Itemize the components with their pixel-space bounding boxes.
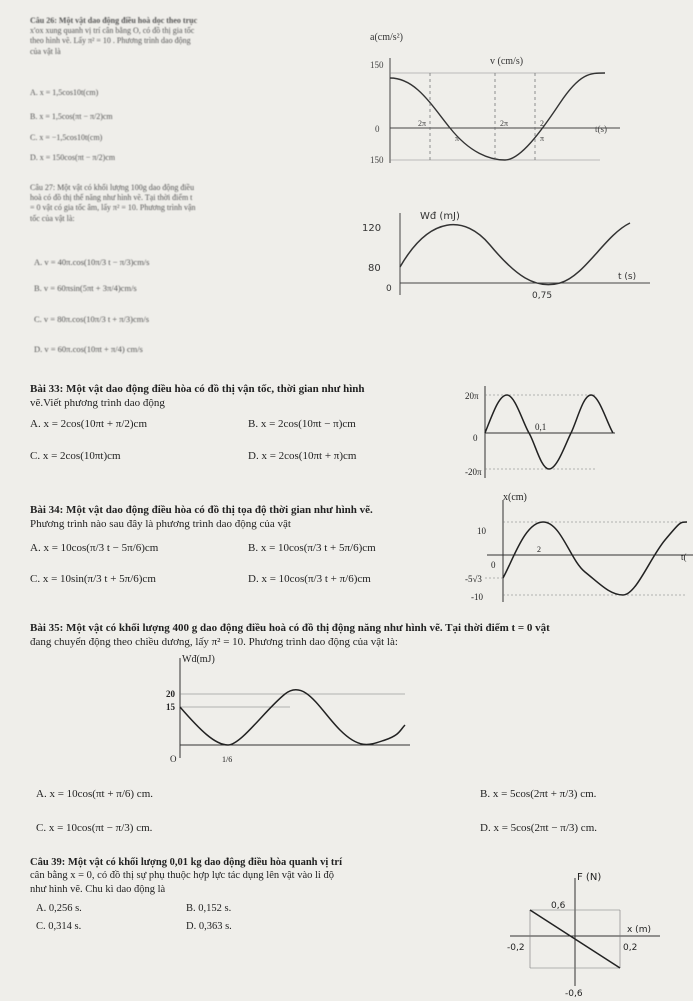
q39-line1 xyxy=(30,856,342,869)
q34-xend: t( xyxy=(681,552,687,562)
q39-xleft: -0,2 xyxy=(507,943,525,953)
q34-graph xyxy=(465,490,693,605)
q33-option-b: B. x = 2cos(10πt − π)cm xyxy=(248,418,356,430)
q33-line2: vẽ.Viết phương trình dao động xyxy=(30,397,165,410)
q26-option-c: C. x = −1,5cos10t(cm) xyxy=(30,133,103,142)
q26-graph xyxy=(330,28,630,173)
q33-line1 xyxy=(30,382,365,396)
q39-graph xyxy=(505,868,665,1000)
q35-curve xyxy=(180,690,405,745)
q27-xtick: 0,75 xyxy=(532,291,553,301)
q27-y1: 120 xyxy=(362,223,382,234)
q33-graph xyxy=(465,383,615,483)
q34-ybottom: -10 xyxy=(471,592,483,602)
q26-tick-2: π xyxy=(455,134,460,143)
q35-y2: 15 xyxy=(166,702,175,712)
q27-option-b: B. v = 60πsin(5πt + 3π/4)cm/s xyxy=(34,283,137,293)
q33-option-c: C. x = 2cos(10πt)cm xyxy=(30,450,121,462)
q27-line1: Câu 27: Một vật có khối lượng 100g dao động điều xyxy=(30,183,195,192)
q35-line1: Bài 35: Một vật có khối lượng 400 g dao động điều hoà có đồ thị động năng như hình vẽ. Tại thời điểm t = 0 vật xyxy=(30,622,550,634)
q27-line2: hoà có đồ thị thế năng như hình vẽ. Tại thời điểm t xyxy=(30,193,193,203)
q34-line2: Phương trình nào sau đây là phương trình dao động của vật xyxy=(30,518,291,531)
q34-line1: Bài 34: Một vật dao động điều hòa có đồ thị tọa độ thời gian như hình vẽ. xyxy=(30,504,373,516)
q26-title: Câu 26: Một vật dao động điều hoà dọc theo trục xyxy=(30,16,198,25)
q35-line2: đang chuyển động theo chiều dương, lấy π² = 10. Phương trình dao động của vật là: xyxy=(30,636,398,649)
q35-option-d: D. x = 5cos(2πt − π/3) cm. xyxy=(480,822,597,834)
q26-line4: của vật là xyxy=(30,46,61,56)
q27-option-a: A. v = 40π.cos(10π/3 t − π/3)cm/s xyxy=(34,257,150,267)
q26-option-a: A. x = 1,5cos10t(cm) xyxy=(30,88,99,97)
q34-xtick: 2 xyxy=(537,545,541,554)
q27-curve xyxy=(400,223,630,285)
q39-xright: 0,2 xyxy=(623,943,638,953)
q26-tick-4: 2 xyxy=(540,119,544,128)
q27-option-d: D. v = 60π.cos(10πt + π/4) cm/s xyxy=(34,344,143,354)
q34-ytop: 10 xyxy=(477,526,486,536)
q35-option-b: B. x = 5cos(2πt + π/3) cm. xyxy=(480,788,597,800)
q26-curve xyxy=(390,73,605,160)
q27-line4: tốc của vật là: xyxy=(30,213,75,223)
q39-line3: như hình vẽ. Chu kì dao động là xyxy=(30,883,166,895)
q34-option-c: C. x = 10sin(π/3 t + 5π/6)cm xyxy=(30,573,156,585)
q33-option-a: A. x = 2cos(10πt + π/2)cm xyxy=(30,418,147,430)
q33-curve xyxy=(485,395,613,469)
q35-option-a: A. x = 10cos(πt + π/6) cm. xyxy=(36,788,153,800)
q33-line1-text: Bài 33: Một vật dao động điều hòa có đồ thị vận tốc, thời gian như hình xyxy=(30,383,365,395)
q26-ytop: 150 xyxy=(370,60,384,70)
question-26 xyxy=(30,16,197,57)
q27-option-c: C. v = 80π.cos(10π/3 t + π/3)cm/s xyxy=(34,314,150,324)
q39-option-d: D. 0,363 s. xyxy=(186,921,232,932)
q34-option-b: B. x = 10cos(π/3 t + 5π/6)cm xyxy=(248,542,376,554)
question-27 xyxy=(30,183,196,224)
q26-option-b: B. x = 1,5cos(πt − π/2)cm xyxy=(30,112,113,121)
q34-ymid: -5√3 xyxy=(465,574,482,584)
q27-y2: 80 xyxy=(368,263,381,274)
question-34 xyxy=(30,503,373,531)
q26-line3: theo hình vẽ. Lấy π² = 10 . Phương trình dao động xyxy=(30,36,191,46)
q34-curve xyxy=(503,522,687,595)
q33-ytop: 20π xyxy=(465,391,479,401)
question-35 xyxy=(30,621,550,649)
q27-graph xyxy=(360,205,660,310)
q39-ybottom: -0,6 xyxy=(565,989,583,999)
q39-option-a: A. 0,256 s. xyxy=(36,903,82,914)
q34-origin: 0 xyxy=(491,560,496,570)
q35-y1: 20 xyxy=(166,689,175,699)
question-33 xyxy=(30,382,365,410)
q35-origin: O xyxy=(170,754,177,764)
question-39 xyxy=(30,856,342,896)
q26-tick-5: π xyxy=(540,134,545,143)
q33-option-d: D. x = 2cos(10πt + π)cm xyxy=(248,450,357,462)
q34-ylabel: x(cm) xyxy=(503,492,527,503)
q35-option-c: C. x = 10cos(πt − π/3) cm. xyxy=(36,822,153,834)
q39-line2: cân bằng x = 0, có đồ thị sự phụ thuộc hợp lực tác dụng lên vật vào li độ xyxy=(30,870,334,882)
q39-option-b: B. 0,152 s. xyxy=(186,903,232,914)
q27-xlabel: t (s) xyxy=(618,272,637,282)
q39-ylabel: F (N) xyxy=(577,872,602,883)
q35-ylabel: Wđ(mJ) xyxy=(182,654,215,665)
q27-graph-ylabel: Wđ (mJ) xyxy=(420,211,460,222)
q26-graph-ylabel: v (cm/s) xyxy=(490,56,524,67)
q33-ybottom: -20π xyxy=(465,467,482,477)
q26-tick-3: 2π xyxy=(500,119,509,128)
q34-option-a: A. x = 10cos(π/3 t − 5π/6)cm xyxy=(30,542,159,554)
q26-tick-1: 2π xyxy=(418,119,427,128)
q27-line3: = 0 vật có gia tốc âm, lấy π² = 10. Phương trình vận xyxy=(30,203,196,213)
q26-ybottom: 150 xyxy=(370,155,384,165)
q34-option-d: D. x = 10cos(π/3 t + π/6)cm xyxy=(248,573,371,585)
q35-xtick: 1/6 xyxy=(222,755,233,764)
q26-origin: 0 xyxy=(375,124,380,134)
q26-line2: x'ox xung quanh vị trí cân bằng O, có đồ thị gia tốc xyxy=(30,26,195,36)
q39-line1-text: Câu 39: Một vật có khối lượng 0,01 kg dao động điều hòa quanh vị trí xyxy=(30,857,343,868)
q39-xlabel: x (m) xyxy=(627,925,651,935)
q39-option-c: C. 0,314 s. xyxy=(36,921,82,932)
q26-graph-header: a(cm/s²) xyxy=(370,32,403,43)
q39-ytop: 0,6 xyxy=(551,901,566,911)
q35-graph xyxy=(160,650,420,770)
q26-xlabel: t(s) xyxy=(595,124,607,134)
q33-xtick: 0,1 xyxy=(535,422,547,432)
q26-option-d: D. x = 150cos(πt − π/2)cm xyxy=(30,153,116,162)
q27-origin: 0 xyxy=(386,284,392,294)
q33-origin: 0 xyxy=(473,433,478,443)
